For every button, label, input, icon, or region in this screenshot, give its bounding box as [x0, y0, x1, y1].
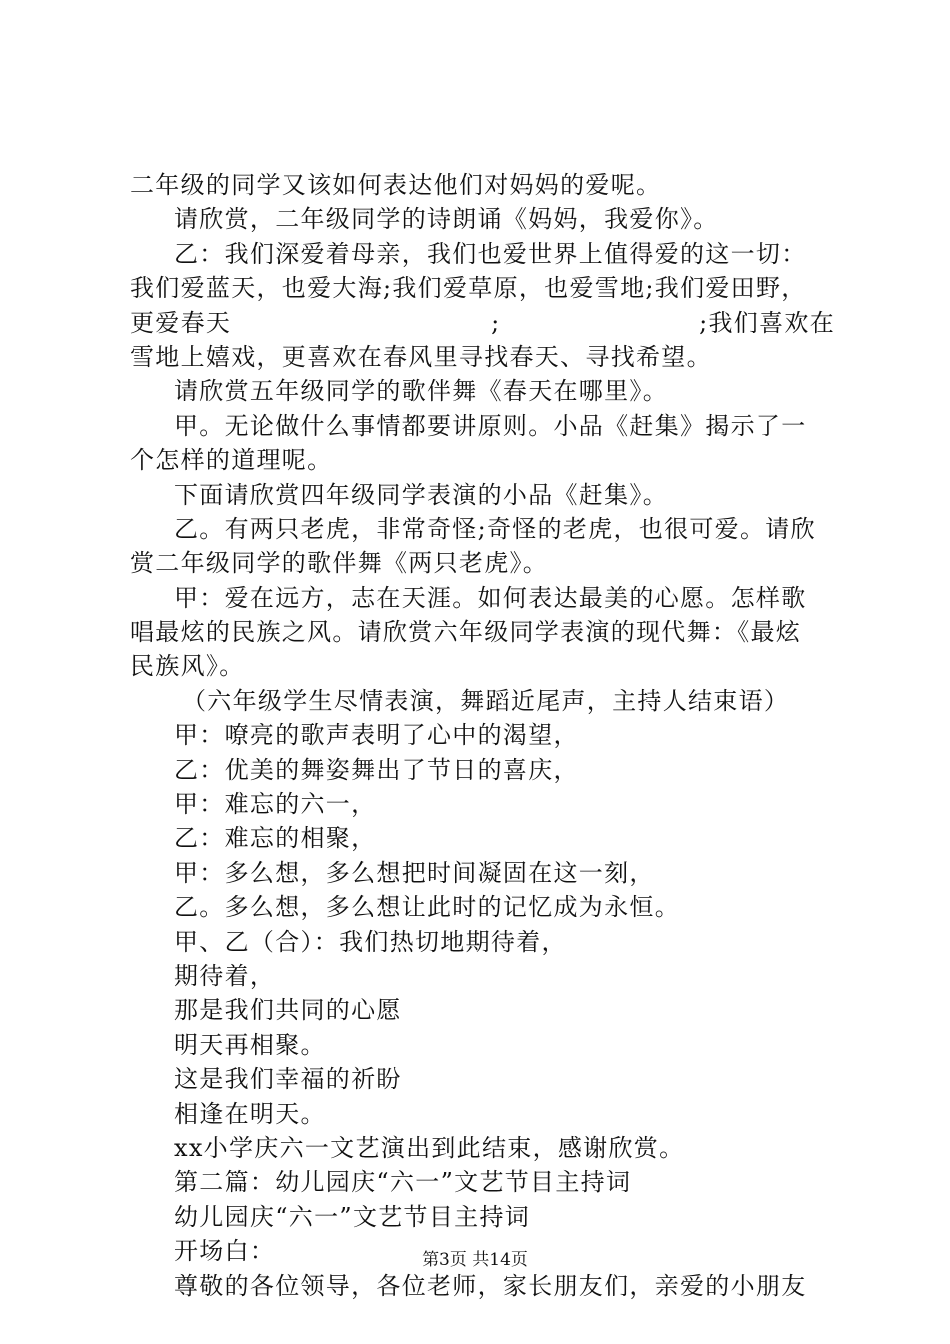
text-line: 赏二年级同学的歌伴舞《两只老虎》。 — [130, 549, 549, 578]
text-segment: ; — [491, 308, 500, 337]
text-line: 甲：爱在远方，志在天涯。如何表达最美的心愿。怎样歌 — [174, 583, 807, 612]
text-line: 相逢在明天。 — [174, 1099, 326, 1128]
section-title: 幼儿园庆“六一”文艺节目主持词 — [174, 1202, 531, 1231]
text-line: 尊敬的各位领导，各位老师，家长朋友们，亲爱的小朋友 — [174, 1271, 807, 1300]
text-line: 甲：难忘的六一， — [174, 790, 377, 819]
text-line: 二年级的同学又该如何表达他们对妈妈的爱呢。 — [130, 171, 662, 199]
text-line: 甲。无论做什么事情都要讲原则。小品《赶集》揭示了一 — [174, 411, 807, 440]
text-segment: 更爱春天 — [130, 308, 232, 337]
text-line: 乙：难忘的相聚， — [174, 824, 377, 853]
section-heading: 第二篇：幼儿园庆“六一”文艺节目主持词 — [174, 1168, 632, 1197]
text-line-with-blanks — [130, 306, 835, 340]
text-line: 雪地上嬉戏，更喜欢在春风里寻找春天、寻找希望。 — [130, 342, 712, 371]
text-line: 乙：我们深爱着母亲，我们也爱世界上值得爱的这一切： — [174, 239, 807, 268]
text-line: 明天再相聚。 — [174, 1030, 326, 1059]
text-line: 唱最炫的民族之风。请欣赏六年级同学表演的现代舞：《最炫 — [130, 618, 802, 647]
text-line: 这是我们幸福的祈盼 — [174, 1065, 402, 1094]
text-line: 开场白： — [174, 1237, 276, 1266]
text-segment: ;我们喜欢在 — [699, 308, 835, 337]
text-line: 甲：多么想，多么想把时间凝固在这一刻， — [174, 858, 655, 887]
page-number-footer: 第3页 共14页 — [422, 1250, 528, 1270]
text-line: 乙：优美的舞姿舞出了节日的喜庆， — [174, 755, 579, 784]
text-line: 乙。多么想，多么想让此时的记忆成为永恒。 — [174, 893, 680, 922]
text-line: 那是我们共同的心愿 — [174, 996, 402, 1025]
document-body — [130, 168, 835, 1303]
text-line: 甲、乙（合）：我们热切地期待着， — [174, 927, 567, 956]
text-line: 我们爱蓝天，也爱大海;我们爱草原，也爱雪地;我们爱田野， — [130, 274, 807, 303]
text-line: 乙。有两只老虎，非常奇怪;奇怪的老虎，也很可爱。请欣 — [174, 514, 816, 543]
text-line: 期待着， — [174, 961, 276, 990]
text-line: 民族风》。 — [130, 652, 245, 681]
text-line: 下面请欣赏四年级同学表演的小品《赶集》。 — [174, 480, 668, 509]
text-line: 个怎样的道理呢。 — [130, 446, 333, 475]
text-line: 请欣赏，二年级同学的诗朗诵《妈妈，我爱你》。 — [174, 205, 719, 234]
text-line: xx小学庆六一文艺演出到此结束，感谢欣赏。 — [174, 1133, 685, 1162]
text-line: 甲：嘹亮的歌声表明了心中的渴望， — [174, 721, 579, 750]
text-line: 请欣赏五年级同学的歌伴舞《春天在哪里》。 — [174, 377, 668, 406]
text-line: （六年级学生尽情表演，舞蹈近尾声，主持人结束语） — [182, 686, 790, 715]
